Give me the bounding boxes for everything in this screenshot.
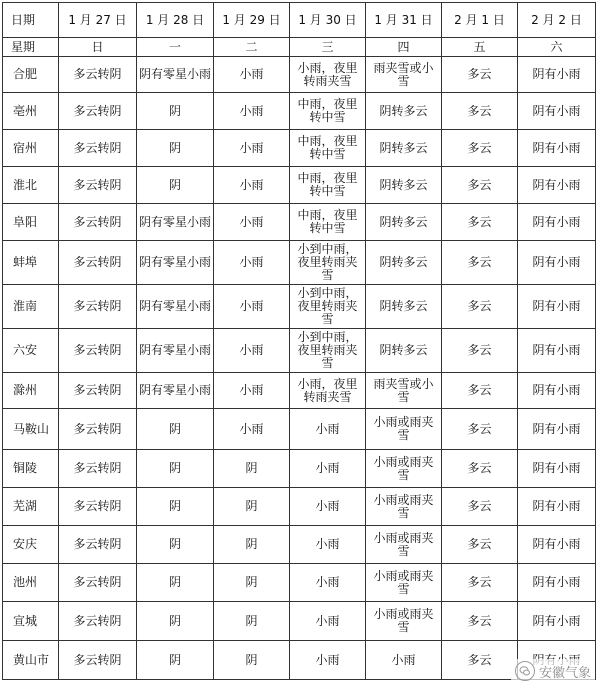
forecast-cell: 多云 bbox=[442, 564, 518, 602]
forecast-cell: 阴 bbox=[137, 450, 214, 488]
city-name: 淮南 bbox=[3, 285, 59, 329]
forecast-cell: 阴 bbox=[214, 641, 290, 680]
forecast-cell: 小雨 bbox=[290, 488, 366, 526]
header-date-row bbox=[3, 3, 596, 38]
forecast-cell: 多云转阴 bbox=[59, 93, 137, 130]
date-cell: 1 月 28 日 bbox=[137, 3, 214, 38]
forecast-cell: 阴 bbox=[137, 167, 214, 204]
forecast-cell: 阴 bbox=[137, 564, 214, 602]
forecast-cell: 阴 bbox=[137, 526, 214, 564]
date-cell: 1 月 30 日 bbox=[290, 3, 366, 38]
forecast-cell: 小到中雨，夜里转雨夹雪 bbox=[290, 285, 366, 329]
table-row bbox=[3, 602, 596, 641]
forecast-cell: 小雨 bbox=[214, 409, 290, 450]
forecast-cell: 小雨 bbox=[214, 93, 290, 130]
forecast-cell: 阴转多云 bbox=[366, 93, 442, 130]
forecast-cell: 小雨，夜里转雨夹雪 bbox=[290, 57, 366, 93]
forecast-cell: 阴转多云 bbox=[366, 130, 442, 167]
forecast-cell: 小雨 bbox=[290, 602, 366, 641]
city-name: 合肥 bbox=[3, 57, 59, 93]
forecast-cell: 小雨 bbox=[290, 641, 366, 680]
date-cell: 2 月 2 日 bbox=[518, 3, 596, 38]
forecast-cell: 多云转阴 bbox=[59, 641, 137, 680]
forecast-cell: 阴有小雨 bbox=[518, 167, 596, 204]
date-cell: 1 月 31 日 bbox=[366, 3, 442, 38]
city-name: 滁州 bbox=[3, 373, 59, 409]
forecast-cell: 阴有零星小雨 bbox=[137, 285, 214, 329]
table-row bbox=[3, 450, 596, 488]
table-row bbox=[3, 329, 596, 373]
wechat-icon bbox=[515, 661, 535, 681]
forecast-cell: 阴有零星小雨 bbox=[137, 57, 214, 93]
forecast-cell: 小到中雨，夜里转雨夹雪 bbox=[290, 241, 366, 285]
forecast-cell: 多云 bbox=[442, 167, 518, 204]
forecast-cell: 阴 bbox=[137, 409, 214, 450]
forecast-cell: 小雨 bbox=[214, 130, 290, 167]
forecast-cell: 阴 bbox=[137, 93, 214, 130]
forecast-cell: 阴有小雨 bbox=[518, 526, 596, 564]
forecast-cell: 多云 bbox=[442, 450, 518, 488]
forecast-cell: 小雨 bbox=[290, 564, 366, 602]
forecast-cell: 阴转多云 bbox=[366, 329, 442, 373]
forecast-cell: 多云转阴 bbox=[59, 564, 137, 602]
city-name: 宿州 bbox=[3, 130, 59, 167]
forecast-cell: 多云 bbox=[442, 204, 518, 241]
forecast-cell: 小雨 bbox=[290, 450, 366, 488]
forecast-cell: 阴转多云 bbox=[366, 241, 442, 285]
forecast-cell: 阴 bbox=[214, 564, 290, 602]
forecast-cell: 阴有小雨 bbox=[518, 488, 596, 526]
header-weekday-row bbox=[3, 38, 596, 57]
forecast-cell: 多云转阴 bbox=[59, 488, 137, 526]
weekday-cell: 三 bbox=[290, 38, 366, 57]
city-name: 马鞍山 bbox=[3, 409, 59, 450]
date-cell: 1 月 29 日 bbox=[214, 3, 290, 38]
forecast-cell: 阴 bbox=[137, 130, 214, 167]
forecast-cell: 阴转多云 bbox=[366, 167, 442, 204]
forecast-cell: 阴有小雨 bbox=[518, 602, 596, 641]
forecast-cell: 阴有小雨 bbox=[518, 241, 596, 285]
forecast-cell: 小雨 bbox=[366, 641, 442, 680]
forecast-cell: 阴 bbox=[214, 450, 290, 488]
watermark bbox=[511, 659, 595, 683]
forecast-cell: 小雨或雨夹雪 bbox=[366, 488, 442, 526]
forecast-cell: 小雨 bbox=[214, 285, 290, 329]
city-name: 铜陵 bbox=[3, 450, 59, 488]
table-row bbox=[3, 167, 596, 204]
forecast-cell: 小雨 bbox=[214, 167, 290, 204]
city-name: 亳州 bbox=[3, 93, 59, 130]
weekday-cell: 五 bbox=[442, 38, 518, 57]
forecast-cell: 阴 bbox=[214, 526, 290, 564]
weather-forecast-table bbox=[2, 2, 596, 680]
forecast-cell: 多云转阴 bbox=[59, 450, 137, 488]
forecast-cell: 阴有零星小雨 bbox=[137, 204, 214, 241]
table-row bbox=[3, 373, 596, 409]
forecast-cell: 小雨 bbox=[214, 241, 290, 285]
forecast-cell: 多云 bbox=[442, 409, 518, 450]
forecast-cell: 阴有零星小雨 bbox=[137, 373, 214, 409]
forecast-cell: 小雨 bbox=[214, 373, 290, 409]
table-row bbox=[3, 564, 596, 602]
table-row bbox=[3, 204, 596, 241]
forecast-cell: 阴有小雨 bbox=[518, 204, 596, 241]
forecast-cell: 多云转阴 bbox=[59, 285, 137, 329]
forecast-cell: 多云转阴 bbox=[59, 241, 137, 285]
forecast-cell: 多云 bbox=[442, 526, 518, 564]
city-name: 池州 bbox=[3, 564, 59, 602]
forecast-cell: 多云 bbox=[442, 285, 518, 329]
forecast-cell: 阴有小雨 bbox=[518, 409, 596, 450]
forecast-cell: 多云转阴 bbox=[59, 57, 137, 93]
date-label: 日期 bbox=[3, 3, 59, 38]
forecast-cell: 多云 bbox=[442, 57, 518, 93]
forecast-cell: 小雨，夜里转雨夹雪 bbox=[290, 373, 366, 409]
forecast-cell: 多云转阴 bbox=[59, 409, 137, 450]
forecast-cell: 阴转多云 bbox=[366, 204, 442, 241]
city-name: 芜湖 bbox=[3, 488, 59, 526]
forecast-cell: 雨夹雪或小雪 bbox=[366, 57, 442, 93]
forecast-cell: 多云 bbox=[442, 488, 518, 526]
forecast-cell: 多云 bbox=[442, 93, 518, 130]
table-row bbox=[3, 93, 596, 130]
forecast-cell: 多云 bbox=[442, 241, 518, 285]
table-row bbox=[3, 130, 596, 167]
date-cell: 1 月 27 日 bbox=[59, 3, 137, 38]
forecast-cell: 多云 bbox=[442, 130, 518, 167]
city-name: 阜阳 bbox=[3, 204, 59, 241]
forecast-cell: 中雨，夜里转中雪 bbox=[290, 167, 366, 204]
forecast-cell: 阴有小雨 bbox=[518, 57, 596, 93]
forecast-cell: 多云转阴 bbox=[59, 373, 137, 409]
forecast-cell: 小雨 bbox=[290, 409, 366, 450]
forecast-cell: 多云转阴 bbox=[59, 329, 137, 373]
weekday-cell: 六 bbox=[518, 38, 596, 57]
forecast-cell: 阴 bbox=[137, 602, 214, 641]
forecast-cell: 小到中雨，夜里转雨夹雪 bbox=[290, 329, 366, 373]
forecast-cell: 多云转阴 bbox=[59, 602, 137, 641]
forecast-cell: 阴有零星小雨 bbox=[137, 329, 214, 373]
forecast-cell: 阴有小雨 bbox=[518, 285, 596, 329]
city-name: 蚌埠 bbox=[3, 241, 59, 285]
forecast-cell: 阴 bbox=[137, 488, 214, 526]
forecast-cell: 阴有小雨 bbox=[518, 329, 596, 373]
weekday-cell: 二 bbox=[214, 38, 290, 57]
forecast-cell: 阴有小雨 bbox=[518, 373, 596, 409]
forecast-cell: 多云 bbox=[442, 329, 518, 373]
city-name: 淮北 bbox=[3, 167, 59, 204]
forecast-cell: 多云转阴 bbox=[59, 130, 137, 167]
forecast-cell: 多云 bbox=[442, 641, 518, 680]
forecast-cell: 中雨，夜里转中雪 bbox=[290, 93, 366, 130]
table-row bbox=[3, 409, 596, 450]
table-row bbox=[3, 285, 596, 329]
city-name: 宣城 bbox=[3, 602, 59, 641]
forecast-cell: 阴转多云 bbox=[366, 285, 442, 329]
weekday-cell: 四 bbox=[366, 38, 442, 57]
forecast-cell: 中雨，夜里转中雪 bbox=[290, 204, 366, 241]
forecast-cell: 雨夹雪或小雪 bbox=[366, 373, 442, 409]
forecast-cell: 小雨或雨夹雪 bbox=[366, 409, 442, 450]
forecast-cell: 阴 bbox=[137, 641, 214, 680]
forecast-cell: 小雨 bbox=[214, 329, 290, 373]
table-row bbox=[3, 57, 596, 93]
forecast-cell: 阴有零星小雨 bbox=[137, 241, 214, 285]
forecast-cell: 小雨 bbox=[214, 57, 290, 93]
forecast-cell: 多云转阴 bbox=[59, 167, 137, 204]
forecast-cell: 小雨或雨夹雪 bbox=[366, 602, 442, 641]
forecast-cell: 小雨或雨夹雪 bbox=[366, 450, 442, 488]
forecast-cell: 多云转阴 bbox=[59, 204, 137, 241]
forecast-cell: 中雨，夜里转中雪 bbox=[290, 130, 366, 167]
forecast-cell: 小雨或雨夹雪 bbox=[366, 564, 442, 602]
forecast-cell: 多云 bbox=[442, 373, 518, 409]
forecast-cell: 多云 bbox=[442, 602, 518, 641]
table-row bbox=[3, 526, 596, 564]
table-row bbox=[3, 241, 596, 285]
forecast-cell: 小雨 bbox=[214, 204, 290, 241]
week-label: 星期 bbox=[3, 38, 59, 57]
table-row bbox=[3, 641, 596, 680]
forecast-cell: 阴有小雨 bbox=[518, 130, 596, 167]
forecast-cell: 多云转阴 bbox=[59, 526, 137, 564]
forecast-cell: 阴有小雨 bbox=[518, 93, 596, 130]
forecast-cell: 阴 bbox=[214, 602, 290, 641]
city-name: 六安 bbox=[3, 329, 59, 373]
weekday-cell: 日 bbox=[59, 38, 137, 57]
forecast-cell: 阴有小雨 bbox=[518, 564, 596, 602]
forecast-cell: 阴 bbox=[214, 488, 290, 526]
weekday-cell: 一 bbox=[137, 38, 214, 57]
forecast-cell: 阴有小雨 bbox=[518, 450, 596, 488]
forecast-cell: 小雨 bbox=[290, 526, 366, 564]
city-name: 黄山市 bbox=[3, 641, 59, 680]
forecast-cell: 小雨或雨夹雪 bbox=[366, 526, 442, 564]
watermark-text: 安徽气象 bbox=[538, 665, 591, 681]
date-cell: 2 月 1 日 bbox=[442, 3, 518, 38]
city-name: 安庆 bbox=[3, 526, 59, 564]
table-row bbox=[3, 488, 596, 526]
